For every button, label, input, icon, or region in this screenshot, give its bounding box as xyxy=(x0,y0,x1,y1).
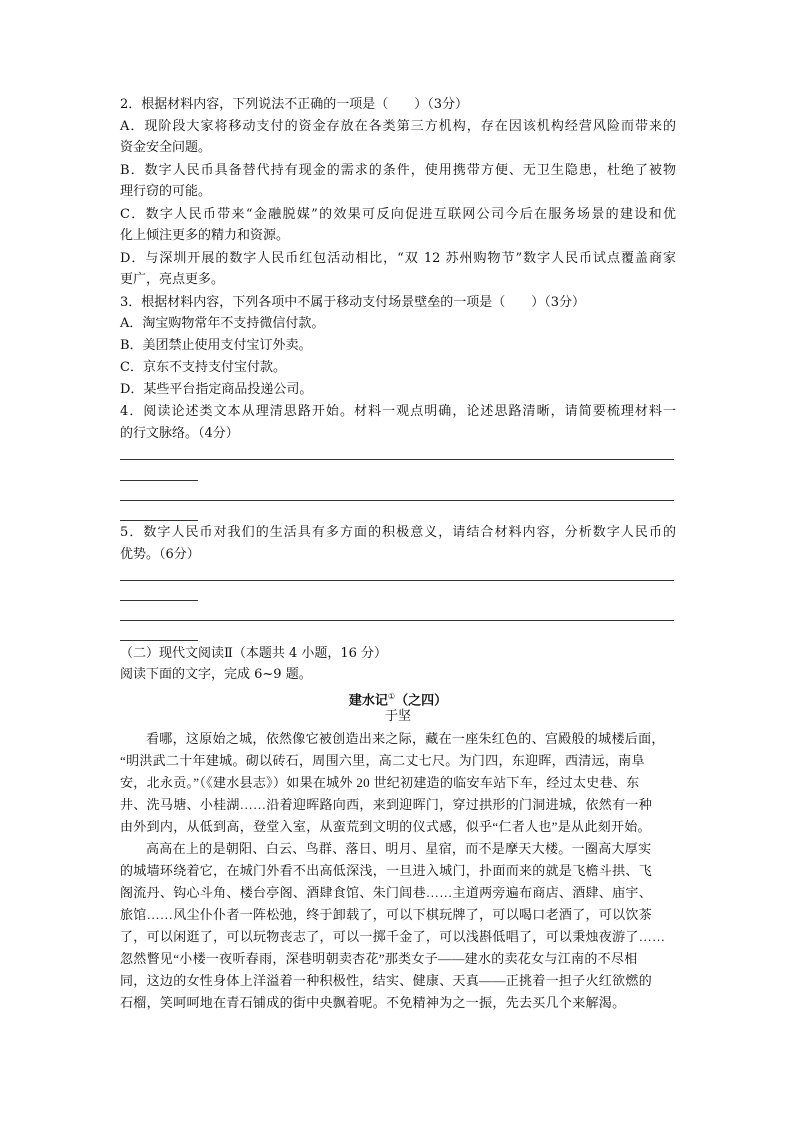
article-paragraph-2-line: 石榴，笑呵呵地在青石铺成的街中央飘着呢。不免精神为之一振，先去买几个来解渴。 xyxy=(120,995,626,1010)
question-5-stem-line1: 5．数字人民币对我们的生活具有多方面的积极意义，请结合材料内容，分析数字人民币的 xyxy=(120,525,676,540)
article-paragraph-2-line: 了，可以闲逛了，可以玩物丧志了，可以一掷千金了，可以浅斟低唱了，可以秉烛夜游了…… xyxy=(120,929,666,944)
article-paragraph-1-line: 安，北永贡。”（《建水县志》）如果在城外 20 世纪初建造的临安车站下车，经过太史巷、东 xyxy=(120,775,640,790)
article-subtitle: （之四） xyxy=(395,693,448,709)
answer-line[interactable] xyxy=(120,459,674,460)
article-title-block xyxy=(120,688,676,709)
question-2-option-d-line2: 更广，亮点更多。 xyxy=(120,272,225,287)
section-heading: （二）现代文阅读Ⅱ（本题共 4 小题，16 分） xyxy=(120,646,388,661)
answer-line[interactable] xyxy=(120,620,674,621)
article-author: 于坚 xyxy=(384,709,411,724)
article-paragraph-1-line: 由外到内，从低到高，登堂入室，从蛮荒到文明的仪式感，似乎“仁者人也”是从此刻开始。 xyxy=(120,819,651,834)
article-title: 建水记 xyxy=(348,693,388,709)
question-2-option-c-line2: 化上倾注更多的精力和资源。 xyxy=(120,228,290,243)
question-3-stem: 3．根据材料内容，下列各项中不属于移动支付场景壁垒的一项是（ ）（3分） xyxy=(120,295,586,310)
question-2-option-a-line1: A．现阶段大家将移动支付的资金存放在各类第三方机构，存在因该机构经营风险而带来的 xyxy=(120,119,676,134)
question-3-option-a: A．淘宝购物常年不支持微信付款。 xyxy=(120,316,325,331)
footnote-marker[interactable]: ① xyxy=(387,692,396,701)
answer-line-end[interactable] xyxy=(120,480,198,481)
question-2-stem: 2．根据材料内容，下列说法不正确的一项是（ ）（3分） xyxy=(120,97,469,112)
article-paragraph-2-line: 忽然瞥见“小楼一夜听春雨，深巷明朝卖杏花”那类女子——建水的卖花女与江南的不尽相 xyxy=(120,951,638,966)
article-paragraph-2-line: 同，这边的女性身体上洋溢着一种积极性，结实、健康、天真——正挑着一担子火红欲燃的 xyxy=(120,973,653,988)
question-2-option-d-line1: D．与深圳开展的数字人民币红包活动相比，“双 12 苏州购物节”数字人民币试点覆盖商家 xyxy=(120,251,676,266)
question-5-stem-line2: 优势。（6分） xyxy=(120,547,200,562)
question-3-option-c: C．京东不支持支付宝付款。 xyxy=(120,360,286,375)
article-paragraph-2-line: 旅馆……风尘仆仆者一阵松弛，终于卸载了，可以下棋玩牌了，可以喝口老酒了，可以饮茶 xyxy=(120,907,653,922)
answer-line-end[interactable] xyxy=(120,520,198,521)
answer-line[interactable] xyxy=(120,580,674,581)
section-instruction: 阅读下面的文字，完成 6~9 题。 xyxy=(120,667,312,682)
answer-line-end[interactable] xyxy=(120,640,198,641)
question-3-option-b: B．美团禁止使用支付宝订外卖。 xyxy=(120,338,312,353)
answer-line-end[interactable] xyxy=(120,600,198,601)
question-2-option-a-line2: 资金安全问题。 xyxy=(120,140,212,155)
question-4-stem-line2: 的行文脉络。（4分） xyxy=(120,426,239,441)
article-paragraph-2-line: 阁流丹、钩心斗角、楼台亭阁、酒肆食馆、朱门闾巷……主道两旁遍布商店、酒肆、庙宇、 xyxy=(120,885,653,900)
article-paragraph-1-line: 看哪，这原始之城，依然像它被创造出来之际，藏在一座朱红色的、宫殿般的城楼后面， xyxy=(146,731,665,746)
article-paragraph-1-line: “明洪武二十年建城。砌以砖石，周围六里，高二丈七尺。为门四，东迎晖，西清远，南阜 xyxy=(120,753,645,768)
question-3-option-d: D．某些平台指定商品投递公司。 xyxy=(120,382,313,397)
answer-line[interactable] xyxy=(120,500,674,501)
article-paragraph-2-line: 高高在上的是朝阳、白云、鸟群、落日、明月、星宿，而不是摩天大楼。一圈高大厚实 xyxy=(146,841,652,856)
question-2-option-c-line1: C．数字人民币带来“金融脱媒”的效果可反向促进互联网公司今后在服务场景的建设和优 xyxy=(120,207,676,222)
article-paragraph-1-line: 井、洗马塘、小桂湖……沿着迎晖路向西，来到迎晖门，穿过拱形的门洞进城，依然有一种 xyxy=(120,797,653,812)
question-2-option-b-line1: B．数字人民币具备替代持有现金的需求的条件，使用携带方便、无卫生隐患，杜绝了被物 xyxy=(120,163,676,178)
question-2-option-b-line2: 理行窃的可能。 xyxy=(120,184,212,199)
question-4-stem-line1: 4．阅读论述类文本从理清思路开始。材料一观点明确，论述思路清晰，请简要梳理材料一 xyxy=(120,404,676,419)
article-paragraph-2-line: 的城墙环绕着它，在城门外看不出高低深浅，一旦进入城门，扑面而来的就是飞檐斗拱、飞 xyxy=(120,863,653,878)
